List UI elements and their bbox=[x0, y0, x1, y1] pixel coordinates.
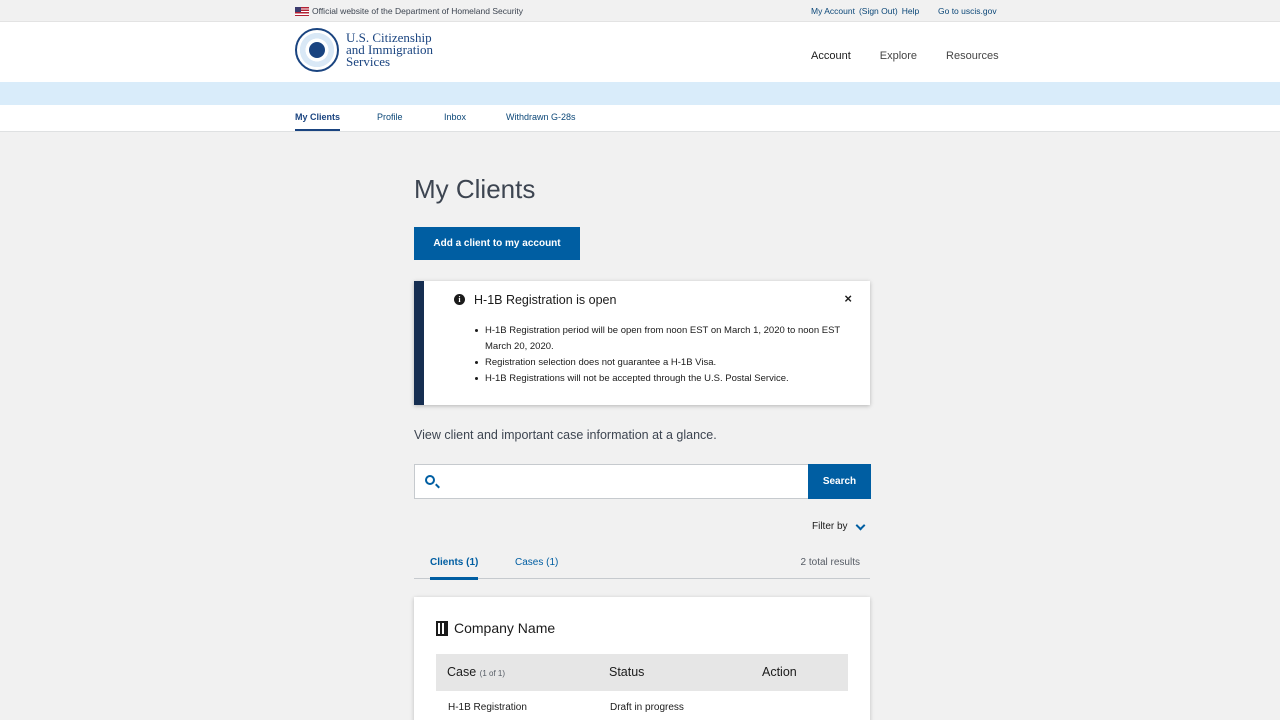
nav-resources[interactable]: Resources bbox=[946, 50, 999, 62]
table-header bbox=[436, 654, 848, 691]
col-case bbox=[447, 665, 505, 679]
subnav-my-clients[interactable]: My Clients bbox=[295, 112, 340, 131]
results-tabs bbox=[414, 547, 870, 579]
row-status: Draft in progress bbox=[610, 702, 684, 713]
sub-nav bbox=[0, 105, 1280, 132]
agency-line-1: U.S. Citizenship bbox=[346, 30, 432, 45]
subnav-inbox[interactable]: Inbox bbox=[444, 112, 467, 122]
client-card bbox=[414, 597, 870, 720]
col-action: Action bbox=[762, 665, 797, 679]
alert-list bbox=[474, 323, 864, 387]
search-input[interactable] bbox=[445, 469, 800, 494]
agency-line-3: Services bbox=[346, 54, 391, 69]
building-icon bbox=[436, 621, 448, 636]
search-button[interactable]: Search bbox=[808, 464, 871, 499]
go-to-uscis-link[interactable]: Go to uscis.gov bbox=[938, 6, 997, 16]
total-results: 2 total results bbox=[800, 557, 860, 568]
my-account-link[interactable]: My Account bbox=[811, 6, 855, 16]
nav-account[interactable]: Account bbox=[811, 50, 851, 62]
chevron-down-icon bbox=[855, 520, 865, 530]
row-case[interactable]: H-1B Registration bbox=[448, 702, 527, 713]
col-status: Status bbox=[609, 665, 645, 679]
search-field[interactable] bbox=[414, 464, 809, 499]
info-alert bbox=[414, 281, 870, 405]
official-text: Official website of the Department of Homeland Security bbox=[312, 6, 524, 16]
filter-label: Filter by bbox=[812, 521, 848, 532]
case-count: (1 of 1) bbox=[479, 669, 506, 678]
official-notice bbox=[295, 6, 523, 16]
agency-name[interactable] bbox=[346, 32, 433, 68]
main-nav bbox=[811, 50, 1028, 62]
alert-title: H-1B Registration is open bbox=[474, 293, 617, 307]
page-title: My Clients bbox=[414, 174, 536, 204]
agency-line-2: and Immigration bbox=[346, 42, 434, 57]
tab-cases[interactable]: Cases (1) bbox=[515, 557, 559, 568]
col-case-label: Case bbox=[447, 665, 477, 679]
subnav-withdrawn-g28s[interactable]: Withdrawn G-28s bbox=[506, 112, 576, 122]
dhs-seal-logo[interactable] bbox=[295, 28, 339, 72]
filter-toggle[interactable] bbox=[812, 521, 864, 532]
info-icon: i bbox=[454, 294, 465, 305]
search-icon bbox=[425, 475, 435, 485]
alert-item: H-1B Registrations will not be accepted through the U.S. Postal Service. bbox=[474, 371, 864, 387]
nav-explore[interactable]: Explore bbox=[879, 50, 918, 62]
company-name[interactable]: Company Name bbox=[454, 620, 556, 636]
official-banner bbox=[0, 0, 1280, 22]
site-header bbox=[0, 22, 1280, 82]
help-link[interactable]: Help bbox=[901, 6, 920, 16]
alert-item: Registration selection does not guarantee a H-1B Visa. bbox=[474, 355, 864, 371]
close-icon[interactable]: × bbox=[844, 291, 852, 306]
add-client-button[interactable]: Add a client to my account bbox=[414, 227, 580, 260]
tab-clients[interactable]: Clients (1) bbox=[430, 557, 478, 580]
header-band bbox=[0, 82, 1280, 105]
sign-out-link[interactable]: (Sign Out) bbox=[858, 6, 898, 16]
page-description: View client and important case information at a glance. bbox=[414, 428, 717, 442]
us-flag-icon bbox=[295, 7, 309, 16]
alert-item: H-1B Registration period will be open from noon EST on March 1, 2020 to noon EST March 20, 2020. bbox=[474, 323, 864, 355]
subnav-profile[interactable]: Profile bbox=[377, 112, 403, 122]
account-links bbox=[811, 6, 919, 16]
